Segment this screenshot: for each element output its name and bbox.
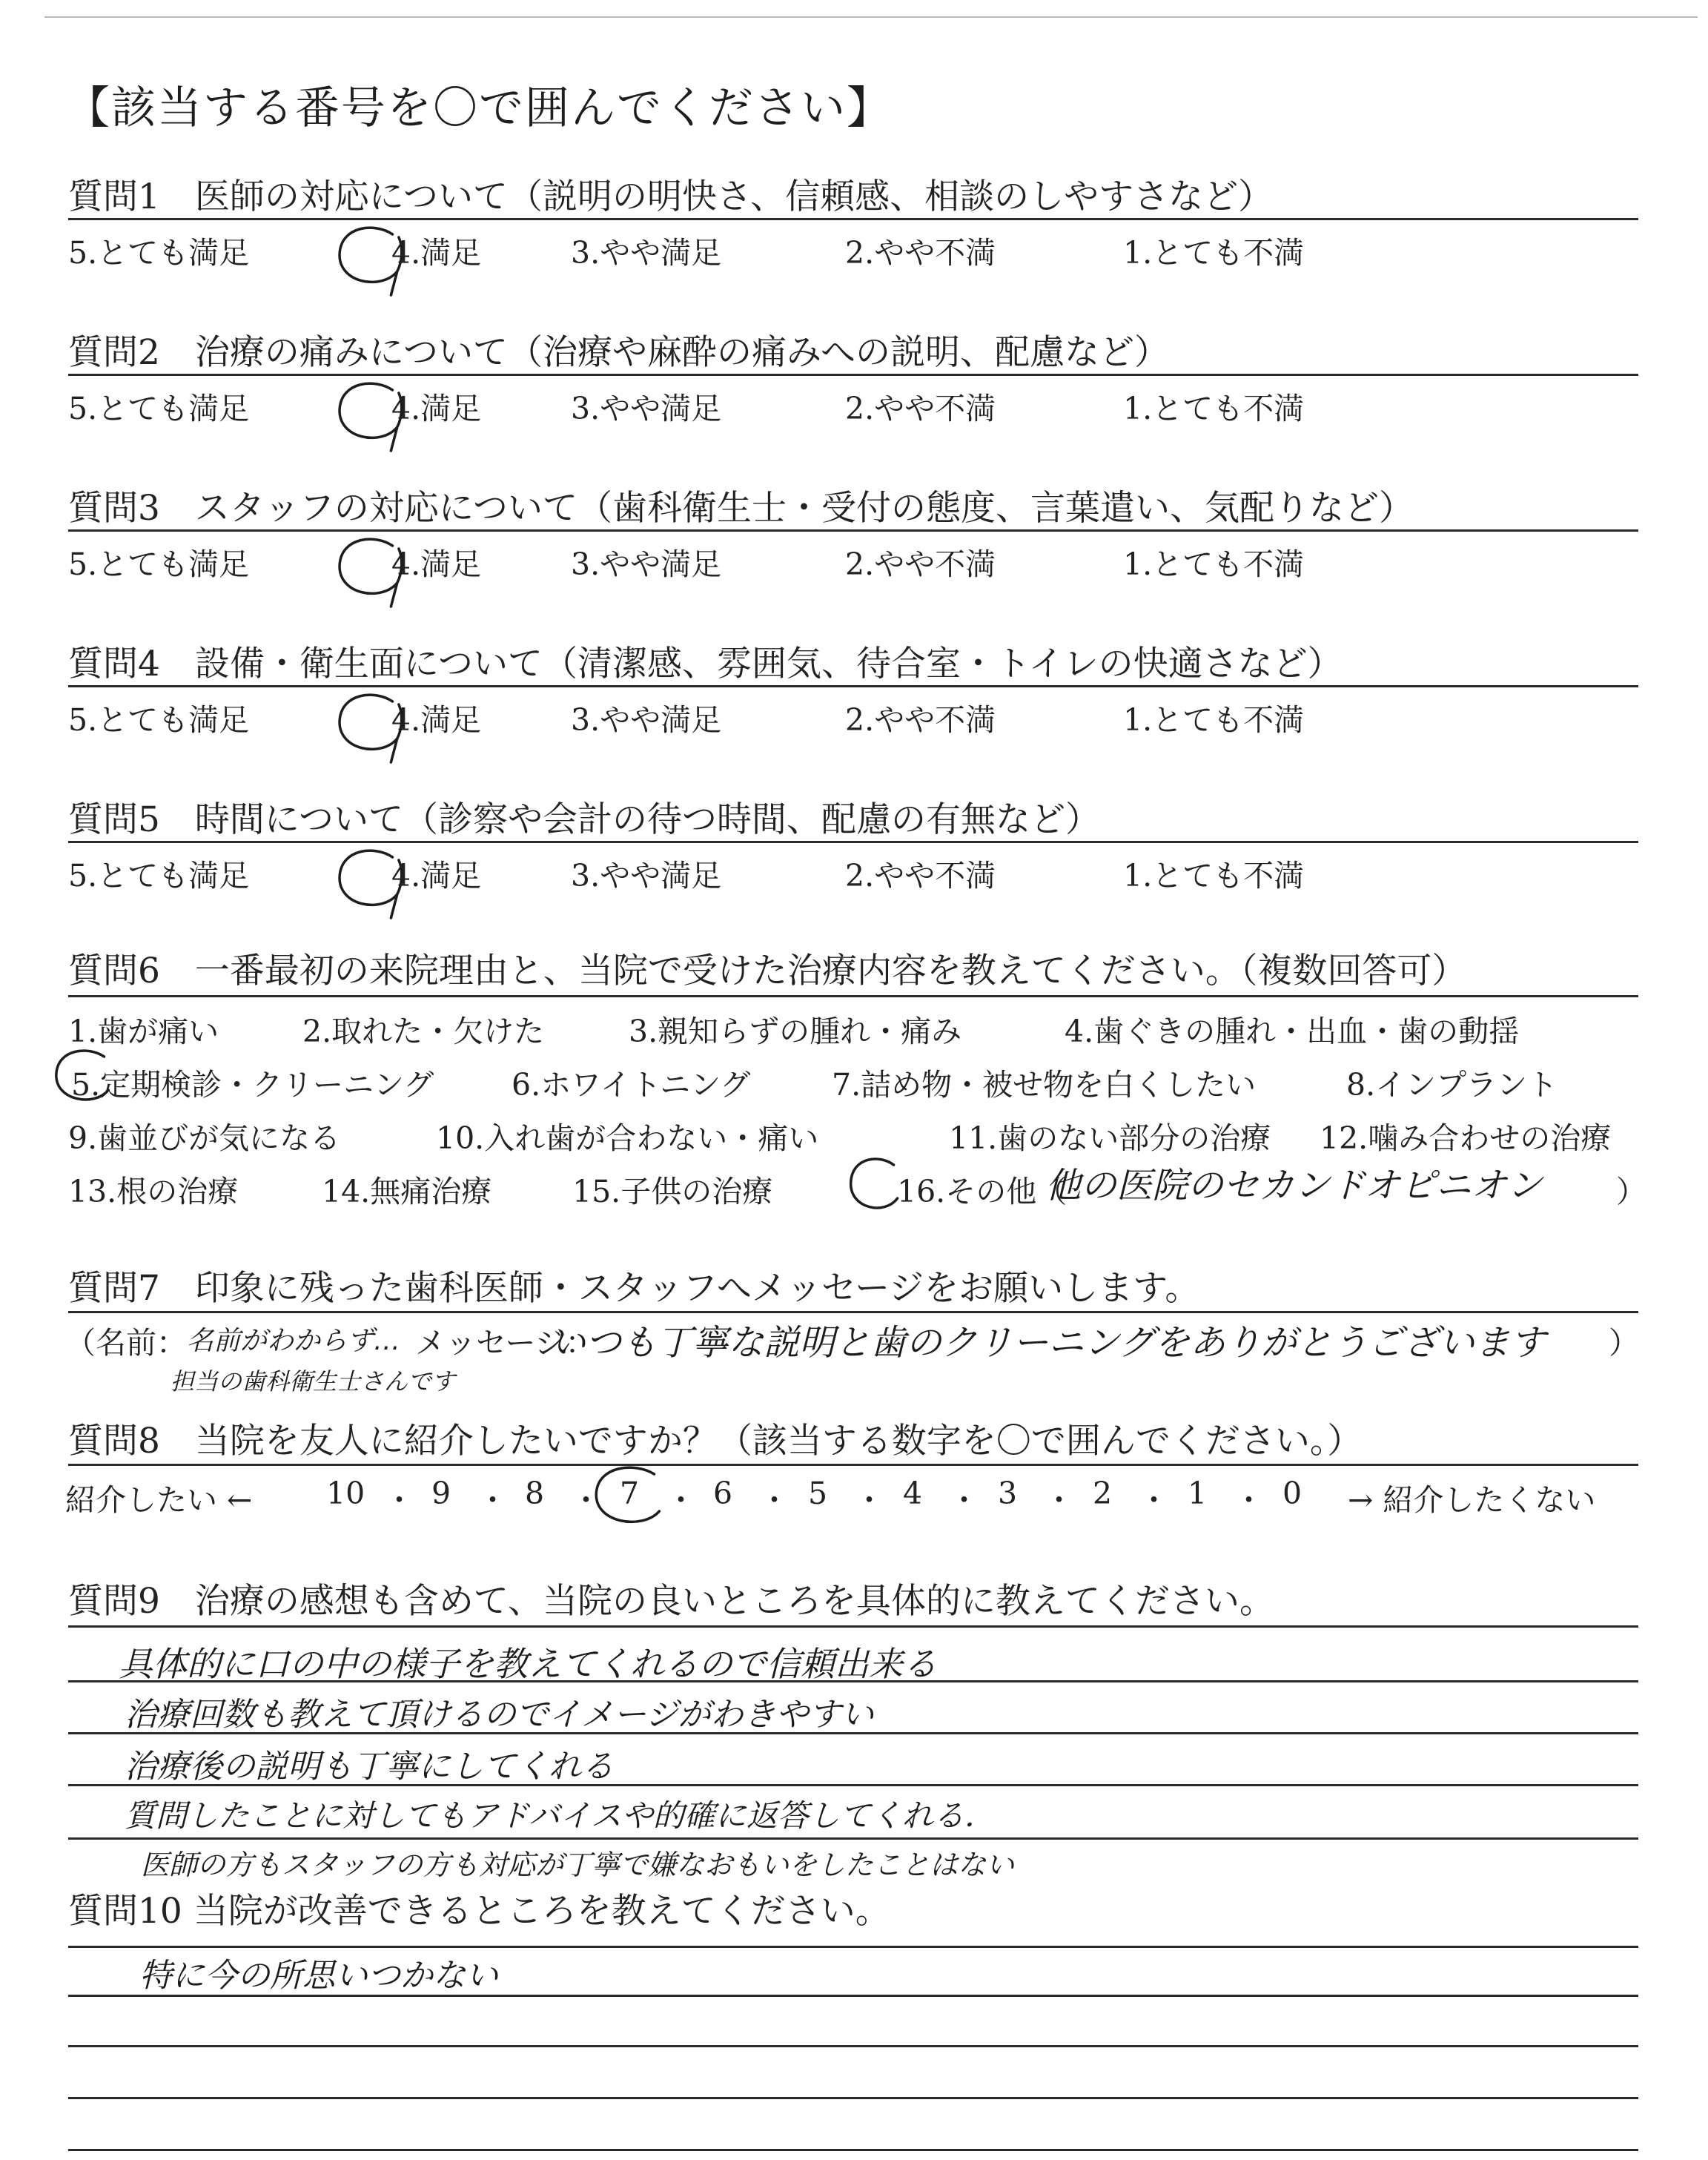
q4-label: 質問4 設備・衛生面について（清潔感、雰囲気、待合室・トイレの快適さなど）	[68, 644, 1343, 684]
q1-option-2: 2.やや不満	[845, 235, 996, 271]
q8-scale-dot: ・	[666, 1482, 696, 1518]
q10-line-3	[68, 2097, 1638, 2099]
q8-scale-2: 2	[1093, 1476, 1113, 1511]
q9-answer-5: 医師の方もスタッフの方も対応が丁寧で嫌なおもいをしたことはない	[141, 1849, 1015, 1881]
q9-answer-2: 治療回数も教えて頂けるのでイメージがわきやすい	[125, 1696, 874, 1734]
q8-scale-dot: ・	[477, 1482, 508, 1518]
q2-selected-circle	[323, 368, 415, 472]
q3-selected-circle	[323, 524, 415, 627]
q6-option-0-0: 1.歯が痛い	[68, 1014, 219, 1049]
q10-line-2	[68, 2045, 1638, 2047]
q8-scale-dot: ・	[1234, 1482, 1264, 1518]
q4-option-1: 1.とても不満	[1123, 702, 1305, 738]
q6-option-0-2: 3.親知らずの腫れ・痛み	[629, 1014, 962, 1049]
q2-option-1: 1.とても不満	[1123, 391, 1305, 426]
q6-option-3-2: 15.子供の治療	[572, 1174, 773, 1209]
q7-rule	[68, 1311, 1638, 1313]
q7-name-note: 担当の歯科衛生士さんです	[171, 1367, 456, 1396]
q1-rule	[68, 218, 1638, 220]
q8-scale-3: 3	[998, 1476, 1018, 1511]
q8-scale-9: 9	[431, 1476, 451, 1511]
q6-option-1-0: 5.定期検診・クリーニング	[71, 1067, 434, 1103]
q5-option-4: 4.満足	[391, 858, 482, 894]
q8-scale-4: 4	[903, 1476, 923, 1511]
page-top-border	[44, 16, 1698, 18]
q4-option-3: 3.やや満足	[571, 702, 722, 738]
q6-option-3-4: ）	[1616, 1174, 1646, 1209]
q5-option-1: 1.とても不満	[1123, 858, 1305, 894]
q10-line-0	[68, 1946, 1638, 1948]
q9-answer-1: 具体的に口の中の様子を教えてくれるので信頼出来る	[119, 1644, 937, 1684]
q2-rule	[68, 374, 1638, 376]
q4-rule	[68, 685, 1638, 687]
q8-label: 質問8 当院を友人に紹介したいですか？（該当する数字を〇で囲んでください。）	[68, 1421, 1363, 1462]
q8-scale-dot: ・	[1044, 1482, 1074, 1518]
q8-scale-7: 7	[620, 1476, 640, 1511]
q4-option-4: 4.満足	[391, 702, 482, 738]
q10-answer-1: 特に今の所思いつかない	[139, 1957, 498, 1995]
q6-option-2-0: 9.歯並びが気になる	[68, 1120, 341, 1156]
q3-option-2: 2.やや不満	[845, 546, 996, 582]
q8-scale-5: 5	[808, 1476, 828, 1511]
q3-option-5: 5.とても満足	[68, 546, 250, 582]
q8-scale-10: 10	[326, 1476, 365, 1511]
q2-label: 質問2 治療の痛みについて（治療や麻酔の痛みへの説明、配慮など）	[68, 332, 1170, 373]
q1-label: 質問1 医師の対応について（説明の明快さ、信頼感、相談のしやすさなど）	[68, 176, 1274, 217]
q8-scale-dot: ・	[854, 1482, 884, 1518]
q2-option-4: 4.満足	[391, 391, 482, 426]
page-header: 【該当する番号を〇で囲んでください】	[65, 82, 893, 134]
q7-name-text: 名前がわからず…	[187, 1326, 401, 1356]
q6-circle-16	[835, 1143, 915, 1241]
q7-message-text: いつも丁寧な説明と歯のクリーニングをありがとうございます	[550, 1322, 1546, 1364]
q6-option-3-1: 14.無痛治療	[322, 1174, 492, 1209]
q9-line-4	[68, 1837, 1638, 1840]
q8-scale-dot: ・	[571, 1482, 601, 1518]
q6-circle-5	[40, 1035, 126, 1133]
q4-option-2: 2.やや不満	[845, 702, 996, 738]
q1-option-4: 4.満足	[391, 235, 482, 271]
q5-rule	[68, 841, 1638, 843]
q6-option-3-0: 13.根の治療	[68, 1174, 239, 1209]
q8-scale-dot: ・	[384, 1482, 414, 1518]
q9-answer-4: 質問したことに対してもアドバイスや的確に返答してくれる．	[125, 1797, 996, 1834]
q9-answer-3: 治療後の説明も丁寧にしてくれる	[125, 1748, 614, 1786]
q8-scale-6: 6	[713, 1476, 733, 1511]
q7-name-prefix: （名前：	[65, 1325, 187, 1361]
q6-option-2-2: 11.歯のない部分の治療	[949, 1120, 1271, 1156]
q5-label: 質問5 時間について（診察や会計の待つ時間、配慮の有無など）	[68, 799, 1100, 840]
q3-option-4: 4.満足	[391, 546, 482, 582]
q5-option-2: 2.やや不満	[845, 858, 996, 894]
q7-message-prefix: メッセージ：	[415, 1325, 596, 1361]
q8-scale-0: 0	[1282, 1476, 1302, 1511]
q8-rule	[68, 1464, 1638, 1466]
q6-option-1-3: 8.インプラント	[1346, 1067, 1558, 1103]
q5-selected-circle	[323, 835, 415, 939]
q8-right-label: → 紹介したくない	[1348, 1482, 1596, 1518]
q6-option-2-1: 10.入れ歯が合わない・痛い	[436, 1120, 819, 1156]
q1-option-3: 3.やや満足	[571, 235, 722, 271]
q8-left-label: 紹介したい ←	[65, 1482, 253, 1518]
q6-label: 質問6 一番最初の来院理由と、当院で受けた治療内容を教えてください。（複数回答可）	[68, 951, 1467, 991]
q10-line-4	[68, 2149, 1638, 2151]
q1-option-5: 5.とても満足	[68, 235, 250, 271]
q6-rule	[68, 995, 1638, 997]
q8-scale-1: 1	[1188, 1476, 1208, 1511]
q2-option-2: 2.やや不満	[845, 391, 996, 426]
q6-option-1-1: 6.ホワイトニング	[512, 1067, 751, 1103]
q10-label: 質問10 当院が改善できるところを教えてください。	[68, 1891, 890, 1932]
q1-option-1: 1.とても不満	[1123, 235, 1305, 271]
q4-option-5: 5.とても満足	[68, 702, 250, 738]
q6-other-text: 他の医院のセカンドオピニオン	[1045, 1165, 1543, 1206]
q7-label: 質問7 印象に残った歯科医師・スタッフへメッセージをお願いします。	[68, 1268, 1200, 1309]
q4-selected-circle	[323, 679, 415, 783]
q3-rule	[68, 529, 1638, 532]
q8-scale-dot: ・	[1139, 1482, 1169, 1518]
q9-label: 質問9 治療の感想も含めて、当院の良いところを具体的に教えてください。	[68, 1581, 1274, 1622]
q3-option-1: 1.とても不満	[1123, 546, 1305, 582]
q2-option-3: 3.やや満足	[571, 391, 722, 426]
q1-selected-circle	[323, 212, 415, 316]
q6-option-3-3: 16.その他（	[897, 1174, 1068, 1209]
q9-line-0	[68, 1625, 1638, 1628]
q8-scale-8: 8	[525, 1476, 545, 1511]
q6-option-0-3: 4.歯ぐきの腫れ・出血・歯の動揺	[1065, 1014, 1520, 1049]
q8-scale-dot: ・	[759, 1482, 790, 1518]
q3-label: 質問3 スタッフの対応について（歯科衛生士・受付の態度、言葉遣い、気配りなど）	[68, 488, 1414, 529]
q3-option-3: 3.やや満足	[571, 546, 722, 582]
q8-scale-dot: ・	[949, 1482, 979, 1518]
q8-selected-circle	[580, 1452, 678, 1556]
q6-option-0-1: 2.取れた・欠けた	[302, 1014, 545, 1049]
q5-option-3: 3.やや満足	[571, 858, 722, 894]
q7-close-paren: ）	[1609, 1325, 1639, 1361]
q6-option-2-3: 12.噛み合わせの治療	[1320, 1120, 1612, 1156]
q5-option-5: 5.とても満足	[68, 858, 250, 894]
q2-option-5: 5.とても満足	[68, 391, 250, 426]
q6-option-1-2: 7.詰め物・被せ物を白くしたい	[832, 1067, 1257, 1103]
